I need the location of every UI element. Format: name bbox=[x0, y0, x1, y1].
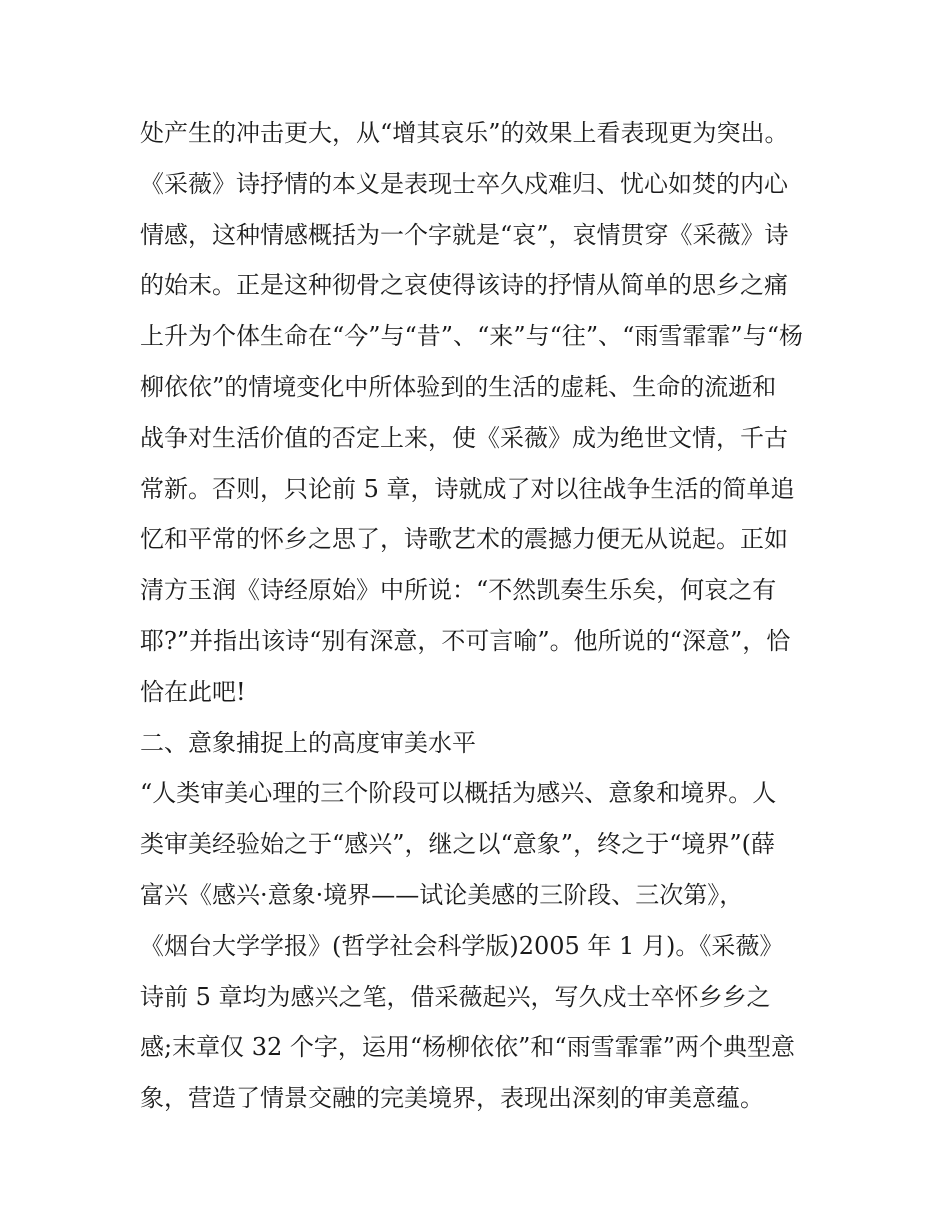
text-line-4: 的始末。正是这种彻骨之哀使得该诗的抒情从简单的思乡之痛 bbox=[140, 271, 788, 300]
text-line-10: 清方玉润《诗经原始》中所说：“不然凯奏生乐矣，何哀之有 bbox=[140, 576, 777, 605]
text-line-2: 《采薇》诗抒情的本义是表现士卒久戍难归、忧心如焚的内心 bbox=[140, 169, 788, 198]
text-line-1: 处产生的冲击更大，从“增其哀乐”的效果上看表现更为突出。 bbox=[140, 119, 789, 147]
text-line-14: “人类审美心理的三个阶段可以概括为感兴、意象和境界。人 bbox=[140, 779, 777, 808]
text-line-3: 情感，这种情感概括为一个字就是“哀”，哀情贯穿《采薇》诗 bbox=[140, 220, 789, 249]
text-line-19: 感;末章仅 32 个字，运用“杨柳依依”和“雨雪霏霏”两个典型意 bbox=[140, 1033, 795, 1062]
text-line-6: 柳依依”的情境变化中所体验到的生活的虚耗、生命的流逝和 bbox=[140, 372, 777, 401]
document-body bbox=[140, 108, 820, 1124]
text-line-7: 战争对生活价值的否定上来，使《采薇》成为绝世文情，千古 bbox=[140, 423, 788, 452]
text-line-9: 忆和平常的怀乡之思了，诗歌艺术的震撼力便无从说起。正如 bbox=[140, 525, 788, 554]
text-line-18: 诗前 5 章均为感兴之笔，借采薇起兴，写久戍士卒怀乡乡之 bbox=[140, 982, 771, 1011]
text-line-17: 《烟台大学学报》(哲学社会科学版)2005 年 1 月)。《采薇》 bbox=[140, 931, 784, 960]
text-line-5: 上升为个体生命在“今”与“昔”、“来”与“往”、“雨雪霏霏”与“杨 bbox=[140, 322, 803, 351]
text-line-8: 常新。否则，只论前 5 章，诗就成了对以往战争生活的简单追 bbox=[140, 474, 795, 503]
text-line-20: 象，营造了情景交融的完美境界，表现出深刻的审美意蕴。 bbox=[140, 1084, 764, 1113]
text-line-11: 耶?”并指出该诗“别有深意，不可言喻”。他所说的“深意”，恰 bbox=[140, 626, 791, 655]
text-line-15: 类审美经验始之于“感兴”，继之以“意象”，终之于“境界”(薛 bbox=[140, 830, 775, 859]
text-line-16: 富兴《感兴·意象·境界——试论美感的三阶段、三次第》， bbox=[140, 880, 744, 909]
text-line-12: 恰在此吧! bbox=[140, 677, 246, 706]
section-heading: 二、意象捕捉上的高度审美水平 bbox=[140, 728, 476, 757]
